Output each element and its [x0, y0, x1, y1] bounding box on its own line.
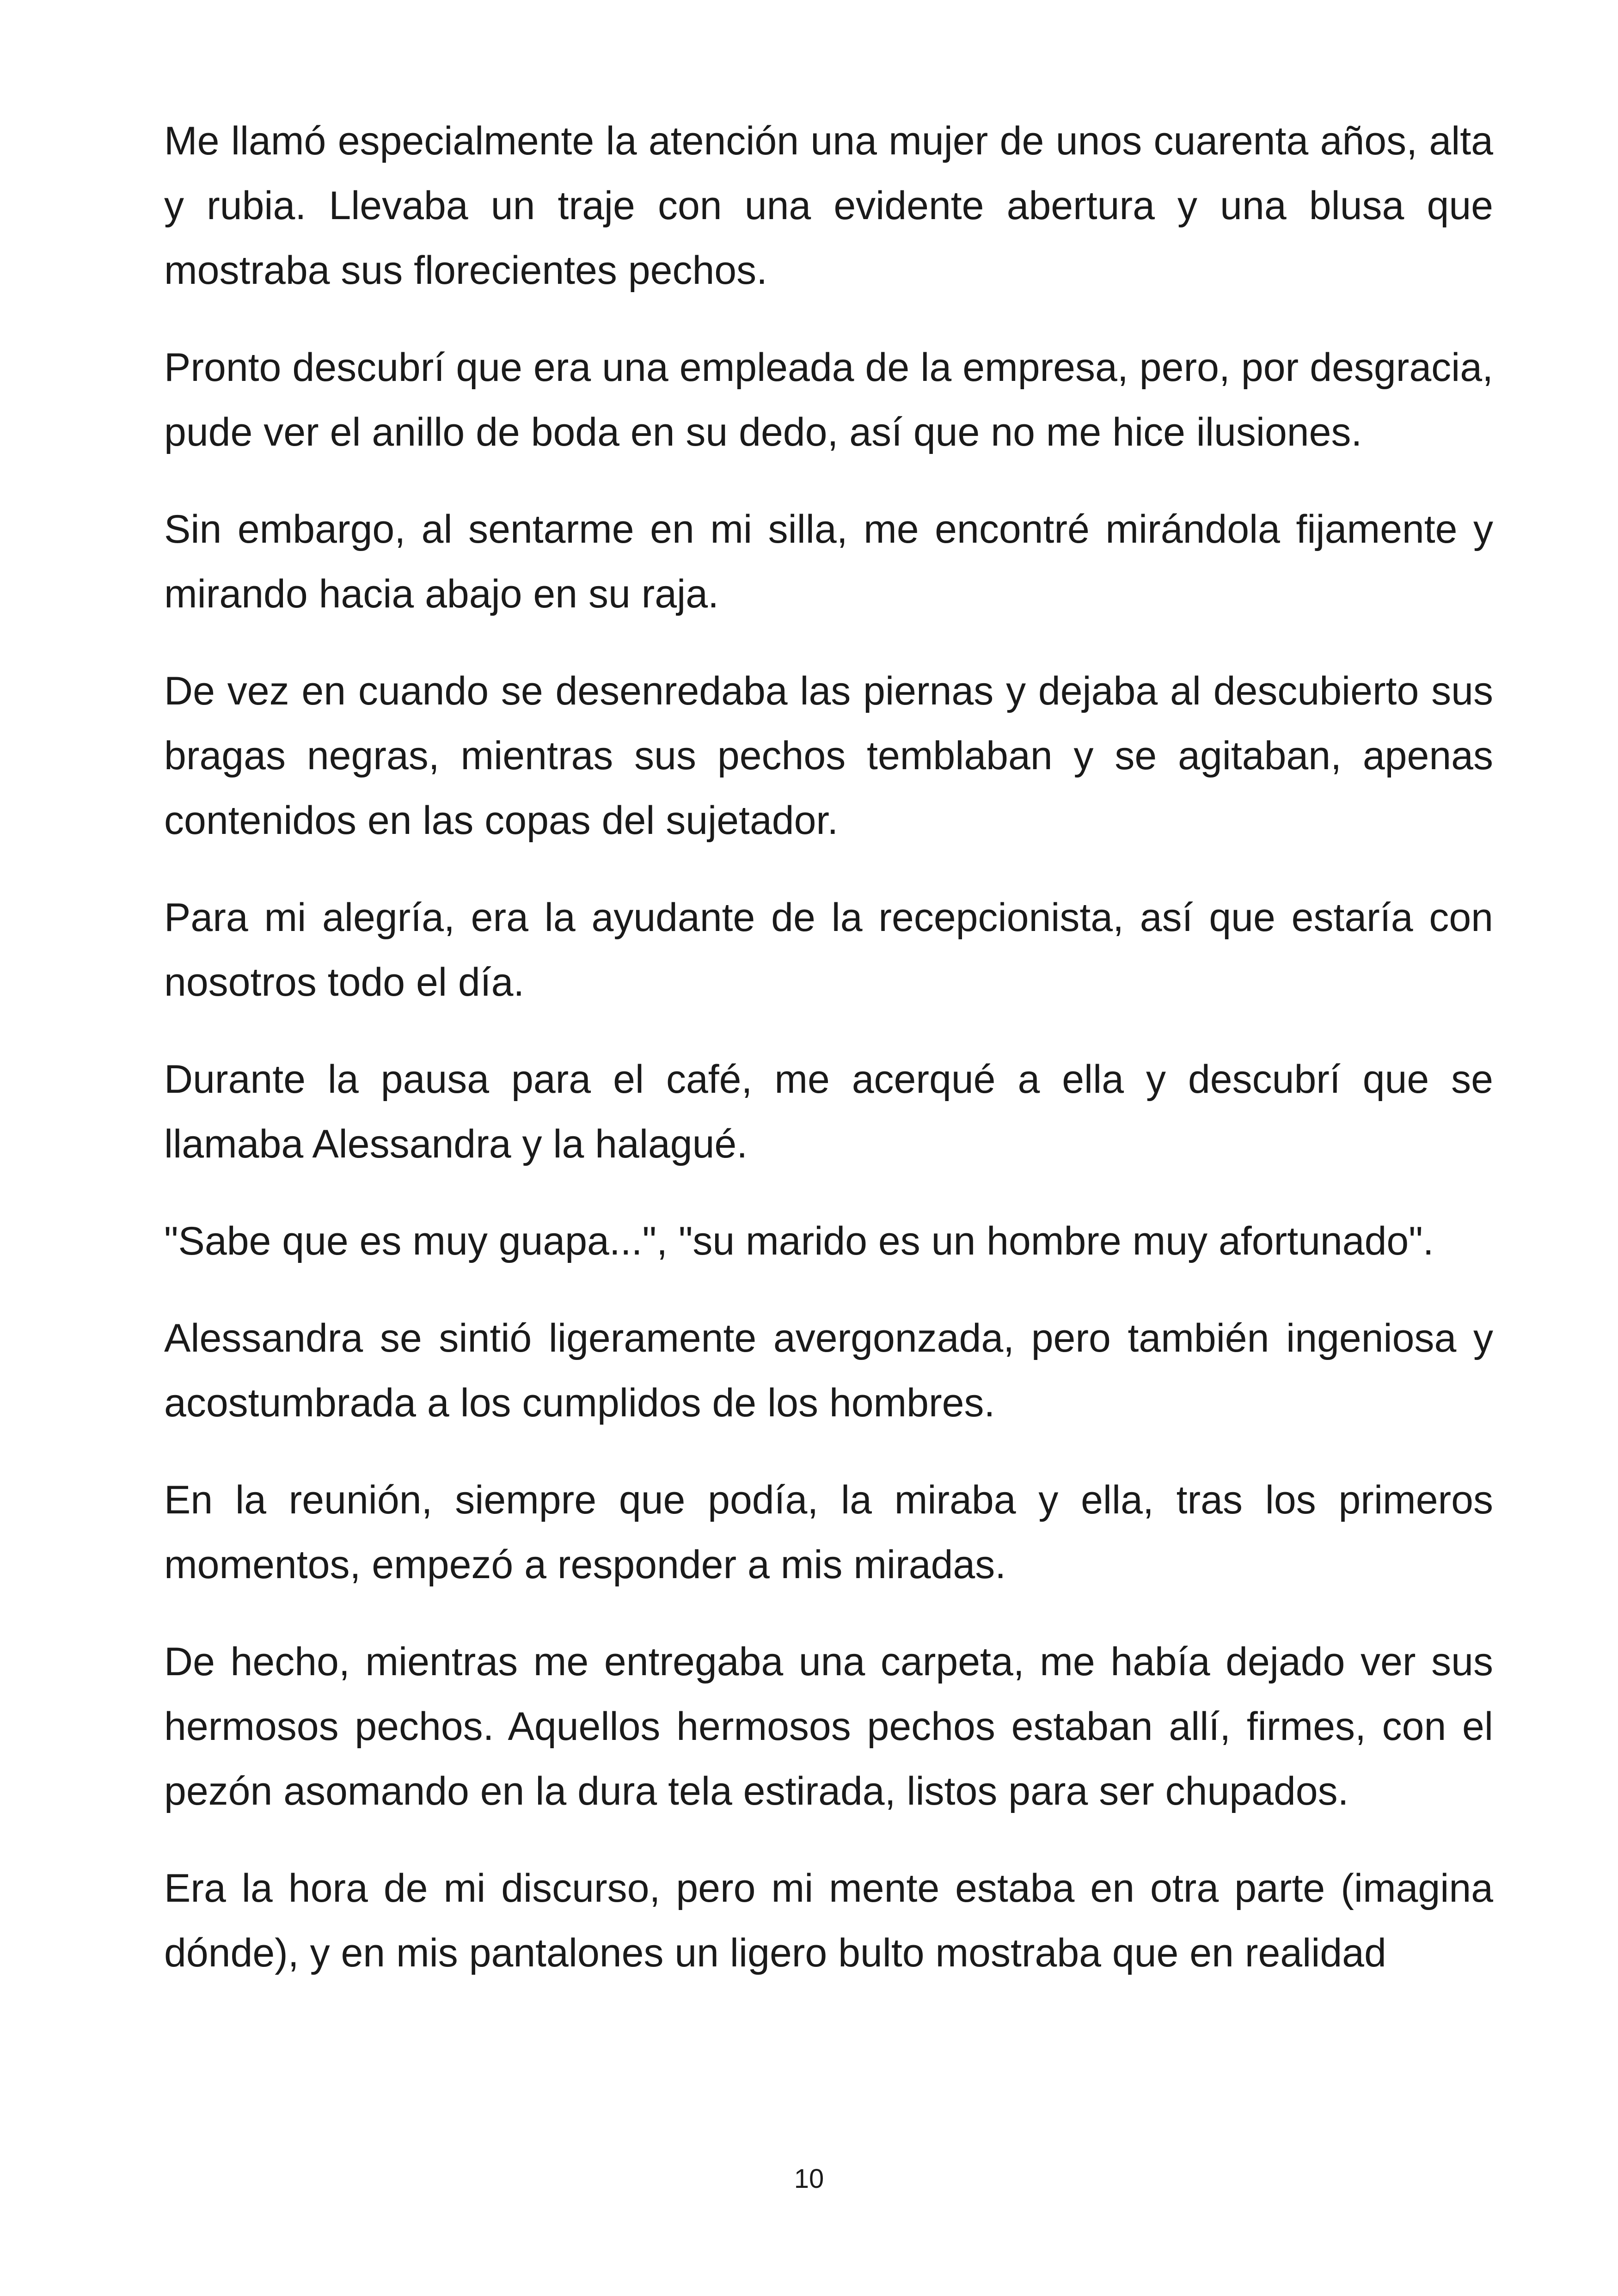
- paragraph: Era la hora de mi discurso, pero mi mente estaba en otra parte (imagina dónde), y en mis pantalones un ligero bulto mostraba que en realidad: [164, 1866, 1493, 1975]
- paragraph: Durante la pausa para el café, me acerqué a ella y descubrí que se llamaba Alessandra y la halagué.: [164, 1057, 1493, 1166]
- page-number: 10: [794, 2164, 824, 2194]
- body-text: [164, 109, 1493, 2018]
- paragraph: Pronto descubrí que era una empleada de la empresa, pero, por desgracia, pude ver el anillo de boda en su dedo, así que no me hice ilusiones.: [164, 345, 1493, 454]
- paragraph: De vez en cuando se desenredaba las piernas y dejaba al descubierto sus bragas negras, mientras sus pechos temblaban y se agitaban, apenas contenidos en las copas del sujetador.: [164, 669, 1493, 843]
- paragraph: En la reunión, siempre que podía, la miraba y ella, tras los primeros momentos, empezó a responder a mis miradas.: [164, 1478, 1493, 1587]
- paragraph: Me llamó especialmente la atención una mujer de unos cuarenta años, alta y rubia. Llevaba un traje con una evidente abertura y una blusa que mostraba sus florecientes pechos.: [164, 119, 1493, 293]
- paragraph: De hecho, mientras me entregaba una carpeta, me había dejado ver sus hermosos pechos. Aquellos hermosos pechos estaban allí, firmes, con el pezón asomando en la dura tela estirada, listos para ser chupados.: [164, 1640, 1493, 1813]
- paragraph: "Sabe que es muy guapa...", "su marido es un hombre muy afortunado".: [164, 1219, 1434, 1263]
- paragraph: Sin embargo, al sentarme en mi silla, me encontré mirándola fijamente y mirando hacia abajo en su raja.: [164, 507, 1493, 616]
- paragraph: Alessandra se sintió ligeramente avergonzada, pero también ingeniosa y acostumbrada a los cumplidos de los hombres.: [164, 1316, 1493, 1425]
- paragraph: Para mi alegría, era la ayudante de la recepcionista, así que estaría con nosotros todo el día.: [164, 895, 1493, 1004]
